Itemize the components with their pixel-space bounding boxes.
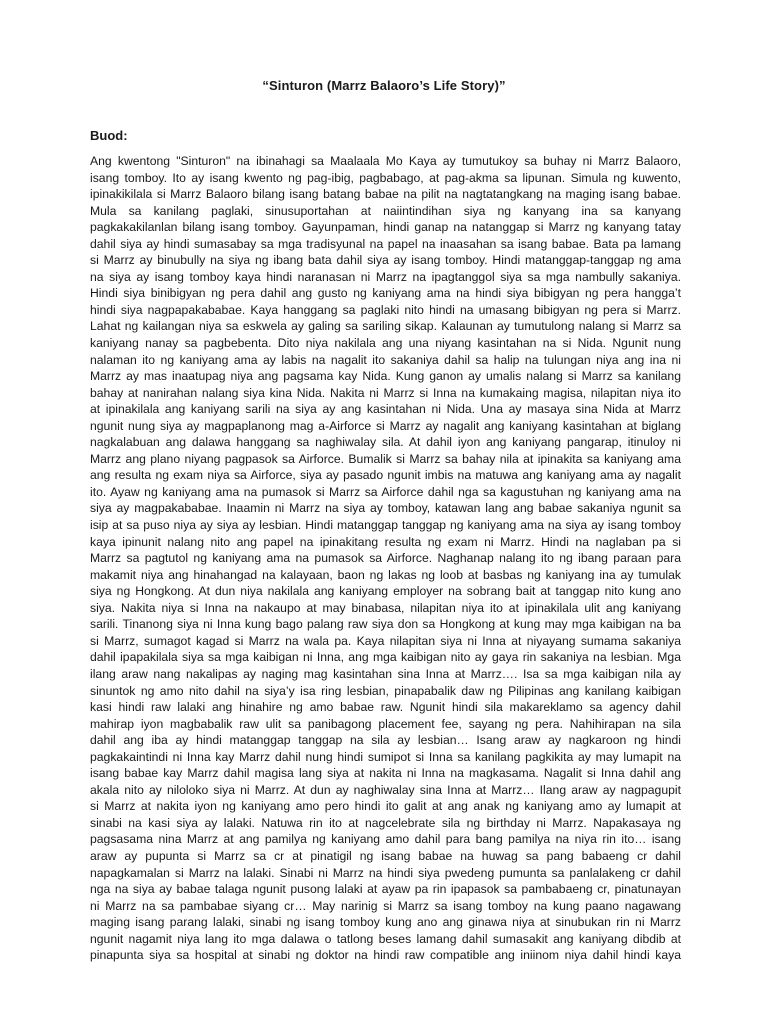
paragraph-line: akala nito ay niloloko siya ni Marrz. At dun ay naghiwalay sina Inna at Marrz… Ilang araw ay nagpagupit [90, 782, 681, 797]
paragraph-line: pagkakakilanlan bilang isang tomboy. Gayunpaman, hindi ganap na natanggap si Marrz ng kanyang tatay [90, 220, 681, 235]
paragraph-line: ilang araw nang nakalipas ay naging mag kasintahan sina Inna at Marrz…. Isa sa mga kaibigan nila ay [90, 666, 681, 681]
paragraph-line: pagsasama nina Marrz at ang pamilya ng kaniyang amo dahil para bang pamilya na niya rin ito… isang [90, 832, 681, 847]
paragraph-line: Marrz sa pagtutol ng kaniyang ama na pumasok sa Airforce. Naghanap nalang ito ng ibang paraan para [90, 551, 681, 566]
paragraph-line: na siya ay isang tomboy kaya hindi naranasan ni Marrz na ipagtanggol siya sa mga nambully sakaniya. [90, 269, 681, 284]
paragraph-line: nalaman ito ng kaniyang ama ay labis na nagalit ito sakaniya dahil sa halip na tulungan niya ang ina ni [90, 352, 681, 367]
paragraph-line: isang babae kay Marrz dahil magisa lang siya at nakita ni Inna na magkasama. Nagalit si Inna dahil ang [90, 766, 681, 781]
paragraph-line: sinabi na kasi siya ay lalaki. Natuwa rin ito at nagcelebrate sila ng birthday ni Marrz. Napakasaya ng [90, 815, 681, 830]
paragraph-line: hindi siya nagpapakababae. Kaya hanggang sa paglaki nito hindi na umasang bibigyan ng pera si Marrz. [90, 302, 681, 317]
paragraph-line: pinapunta siya sa hospital at sinabi ng doktor na hindi raw compatible ang iniinom niya dahil hindi kaya [90, 948, 681, 963]
paragraph-line: isip at sa puso niya ay siya ay lesbian. Hindi matanggap tanggap ng kaniyang ama na siya ay isang tomboy [90, 518, 681, 533]
paragraph-line: Ang kwentong "Sinturon" na ibinahagi sa Maalaala Mo Kaya ay tumutukoy sa buhay ni Marrz Balaoro, [90, 154, 681, 168]
paragraph-line: araw ay pupunta si Marrz sa cr at pinatigil ng isang babae na huwag sa pang babaeng cr dahil [90, 848, 681, 863]
paragraph-line: Mula sa kanilang paglaki, sinusuportahan at naiintindihan siya ng kanyang ina sa kanyang [90, 203, 681, 218]
paragraph-line: ngunit nagamit niya lang ito mga dalawa o tatlong beses lamang dahil sumasakit ang kaniyang dibdib at [90, 931, 681, 946]
paragraph-line: at ipinakilala ang kaniyang sarili na siya ay ang kasintahan ni Nida. Una ay masaya sina Nida at Marrz [90, 402, 681, 417]
paragraph-line: dahil siya ay hindi sumasabay sa mga tradisyunal na papel na inaasahan sa isang babae. Bata pa lamang [90, 236, 681, 251]
paragraph-line: mahirap iyon magbabalik raw ulit sa panibagong placement fee, sayang ng pera. Nahihirapan na sila [90, 716, 681, 731]
paragraph-line: sarili. Tinanong siya ni Inna kung bago palang raw siya don sa Hongkong at kung may mga kaibigan na ba [90, 617, 681, 632]
paragraph-line: nagkalabuan ang dalawa hanggang sa naghiwalay sila. At dahil iyon ang kaniyang pangarap, itinuloy ni [90, 435, 681, 450]
body-paragraph [90, 153, 681, 964]
paragraph-line: nga na siya ay babae talaga ngunit pusong lalaki at ayaw pa rin ipapasok sa pambabaeng cr, pinatunayan [90, 882, 681, 897]
paragraph-line: si Marrz ay binubully na siya ng ibang bata dahil siya ay isang tomboy. Hindi matanggap-tanggap ng ama [90, 253, 681, 268]
paragraph-line: maging isang parang lalaki, sinabi ng isang tomboy kung ano ang ginawa niya at sinubukan rin ni Marrz [90, 915, 681, 930]
paragraph-line: dahil ang iba ay hindi matanggap tanggap na sila ay lesbian… Isang araw ay nagkaroon ng hindi [90, 733, 681, 748]
paragraph-line: Marrz ay mas inaatupag niya ang pagsama kay Nida. Kung ganon ay umalis nalang si Marrz sa kanilang [90, 369, 681, 384]
paragraph-line: ipinakikilala si Marrz Balaoro bilang isang batang babae na pilit na nagtatangkang na maging isang babae. [90, 187, 681, 202]
paragraph-line: si Marrz at nakita iyon ng kaniyang amo pero hindi ito galit at ang anak ng kaniyang amo ay lumapit at [90, 799, 681, 814]
paragraph-line: kaniyang nanay sa pagbebenta. Dito niya nakilala ang una niyang kasintahan na si Nida. Ngunit nung [90, 336, 681, 351]
paragraph-line: siya. Nakita niya si Inna na nakaupo at may binabasa, nilapitan niya ito at ipinakilala ulit ang kaniyang [90, 600, 681, 615]
paragraph-line: pagkakaintindi ni Inna kay Marrz dahil nung hindi sumipot si Inna sa kanilang pagkikita ay may lumapit na [90, 749, 681, 764]
paragraph-line: siya ay magpakababae. Inaamin ni Marrz na siya ay tomboy, katawan lang ang babae sakaniya ngunit sa [90, 501, 681, 516]
paragraph-line: kaya ipinunit nalang nito ang papel na ipinakitang resulta ng exam ni Marrz. Hindi na naglaban pa si [90, 534, 681, 549]
document-title: “Sinturon (Marrz Balaoro’s Life Story)” [262, 78, 506, 93]
paragraph-line: sinuntok ng amo nito dahil na siya’y isa ring lesbian, pinapabalik daw ng Pilipinas ang kanilang kaibigan [90, 683, 681, 698]
paragraph-line: kasi hindi raw lalaki ang hinahire ng amo babae raw. Ngunit hindi sila makareklamo sa agency dahil [90, 700, 681, 715]
paragraph-line: napagkamalan si Marrz na lalaki. Sinabi ni Marrz na hindi siya pwedeng pumunta sa panlalakeng cr dahil [90, 865, 681, 880]
section-heading-buod: Buod: [90, 128, 128, 143]
paragraph-line: dahil ipapakilala siya sa mga kaibigan ni Inna, ang mga kaibigan nito ay gaya rin sakaniya na lesbian. Mga [90, 650, 681, 665]
paragraph-line: isang tomboy. Ito ay isang kwento ng pag-ibig, pagbabago, at pag-akma sa lipunan. Simula ng kuwento, [90, 170, 681, 185]
paragraph-line: ang resulta ng exam niya sa Airforce, siya ay pasado ngunit imbis na matuwa ang kaniyang ama ay nagalit [90, 468, 681, 483]
paragraph-line: Lahat ng kailangan niya sa eskwela ay galing sa sariling sikap. Kalaunan ay tumutulong nalang si Marrz sa [90, 319, 681, 334]
paragraph-line: ngunit nung siya ay magpaplanong mag a-Airforce si Marrz ay nagalit ang kaniyang kasintahan at biglang [90, 418, 681, 433]
paragraph-line: Hindi siya binibigyan ng pera dahil ang gusto ng kaniyang ama na hindi siya bibigyan ng pera hangga’t [90, 286, 681, 301]
paragraph-line: siya ng Hongkong. At dun niya nakilala ang kaniyang employer na sobrang bait at tanggap nito kung ano [90, 584, 681, 599]
paragraph-line: bahay at nanirahan nalang siya kina Nida. Nakita ni Marrz si Inna na kumakaing magisa, nilapitan niya ito [90, 385, 681, 400]
paragraph-line: si Marrz, sumagot kagad si Marrz na wala pa. Kaya nilapitan siya ni Inna at niyayang sumama sakaniya [90, 633, 681, 648]
paragraph-line: makamit niya ang hinahangad na kalayaan, baon ng lakas ng loob at basbas ng kaniyang ina ay tumulak [90, 567, 681, 582]
paragraph-line: ito. Ayaw ng kaniyang ama na pumasok si Marrz sa Airforce dahil nga sa kagustuhan ng kaniyang ama na [90, 484, 681, 499]
paragraph-line: ni Marrz na sa pambabae siyang cr… May narinig si Marrz sa isang tomboy na kung paano nagawang [90, 898, 681, 913]
paragraph-line: Marrz ang plano niyang pagpasok sa Airforce. Bumalik si Marrz sa bahay nila at ipinakita sa kaniyang ama [90, 451, 681, 466]
